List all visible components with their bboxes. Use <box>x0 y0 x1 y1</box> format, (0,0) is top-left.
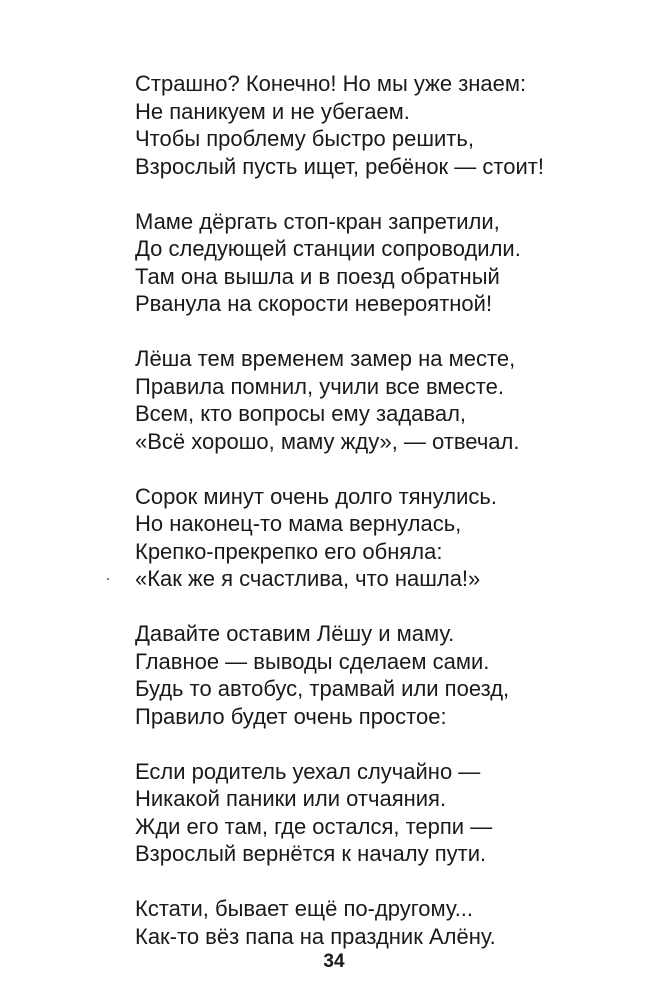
poem-line: Не паникуем и не убегаем. <box>135 98 410 124</box>
poem-line: Всем, кто вопросы ему задавал, <box>135 401 467 426</box>
stanza-3 <box>135 345 635 455</box>
poem-line: Крепко-прекрепко его обняла: <box>135 538 443 564</box>
poem-line: Как-то вёз папа на праздник Алёну. <box>135 923 496 949</box>
poem-line: Давайте оставим Лёшу и маму. <box>135 621 455 646</box>
poem-line: Сорок минут очень долго тянулись. <box>135 483 497 509</box>
page-number: 34 <box>323 951 345 972</box>
poem-line: Лёша тем временем замер на месте, <box>135 346 516 371</box>
poem-line: Правила помнил, учили все вместе. <box>135 373 504 399</box>
poem-line: Взрослый пусть ищет, ребёнок — стоит! <box>135 153 544 179</box>
stanza-1 <box>135 70 635 180</box>
poem-line: «Как же я счастлива, что нашла!» <box>135 566 481 591</box>
poem-line: Правило будет очень простое: <box>135 703 447 729</box>
stanza-4 <box>135 483 635 593</box>
poem-line: Если родитель уехал случайно — <box>135 758 481 784</box>
print-speck <box>107 578 109 580</box>
poem-line: Но наконец-то мама вернулась, <box>135 511 462 536</box>
poem-line: Главное — выводы сделаем сами. <box>135 648 490 674</box>
poem-line: Рванула на скорости невероятной! <box>135 291 493 316</box>
poem-line: «Всё хорошо, маму жду», — отвечал. <box>135 428 520 454</box>
poem-body <box>135 70 635 950</box>
stanza-2 <box>135 208 635 318</box>
poem-line: Взрослый вернётся к началу пути. <box>135 841 487 866</box>
poem-line: Маме дёргать стоп-кран запретили, <box>135 208 500 234</box>
poem-line: Жди его там, где остался, терпи — <box>135 813 493 839</box>
poem-line: Страшно? Конечно! Но мы уже знаем: <box>135 71 527 96</box>
stanza-6 <box>135 758 635 868</box>
stanza-7 <box>135 895 635 950</box>
poem-line: Будь то автобус, трамвай или поезд, <box>135 676 510 701</box>
poem-line: Кстати, бывает ещё по-другому... <box>135 896 474 921</box>
poem-line: Чтобы проблему быстро решить, <box>135 126 474 151</box>
poem-line: До следующей станции сопроводили. <box>135 236 521 261</box>
poem-line: Никакой паники или отчаяния. <box>135 786 447 811</box>
stanza-5 <box>135 620 635 730</box>
poem-line: Там она вышла и в поезд обратный <box>135 263 500 289</box>
